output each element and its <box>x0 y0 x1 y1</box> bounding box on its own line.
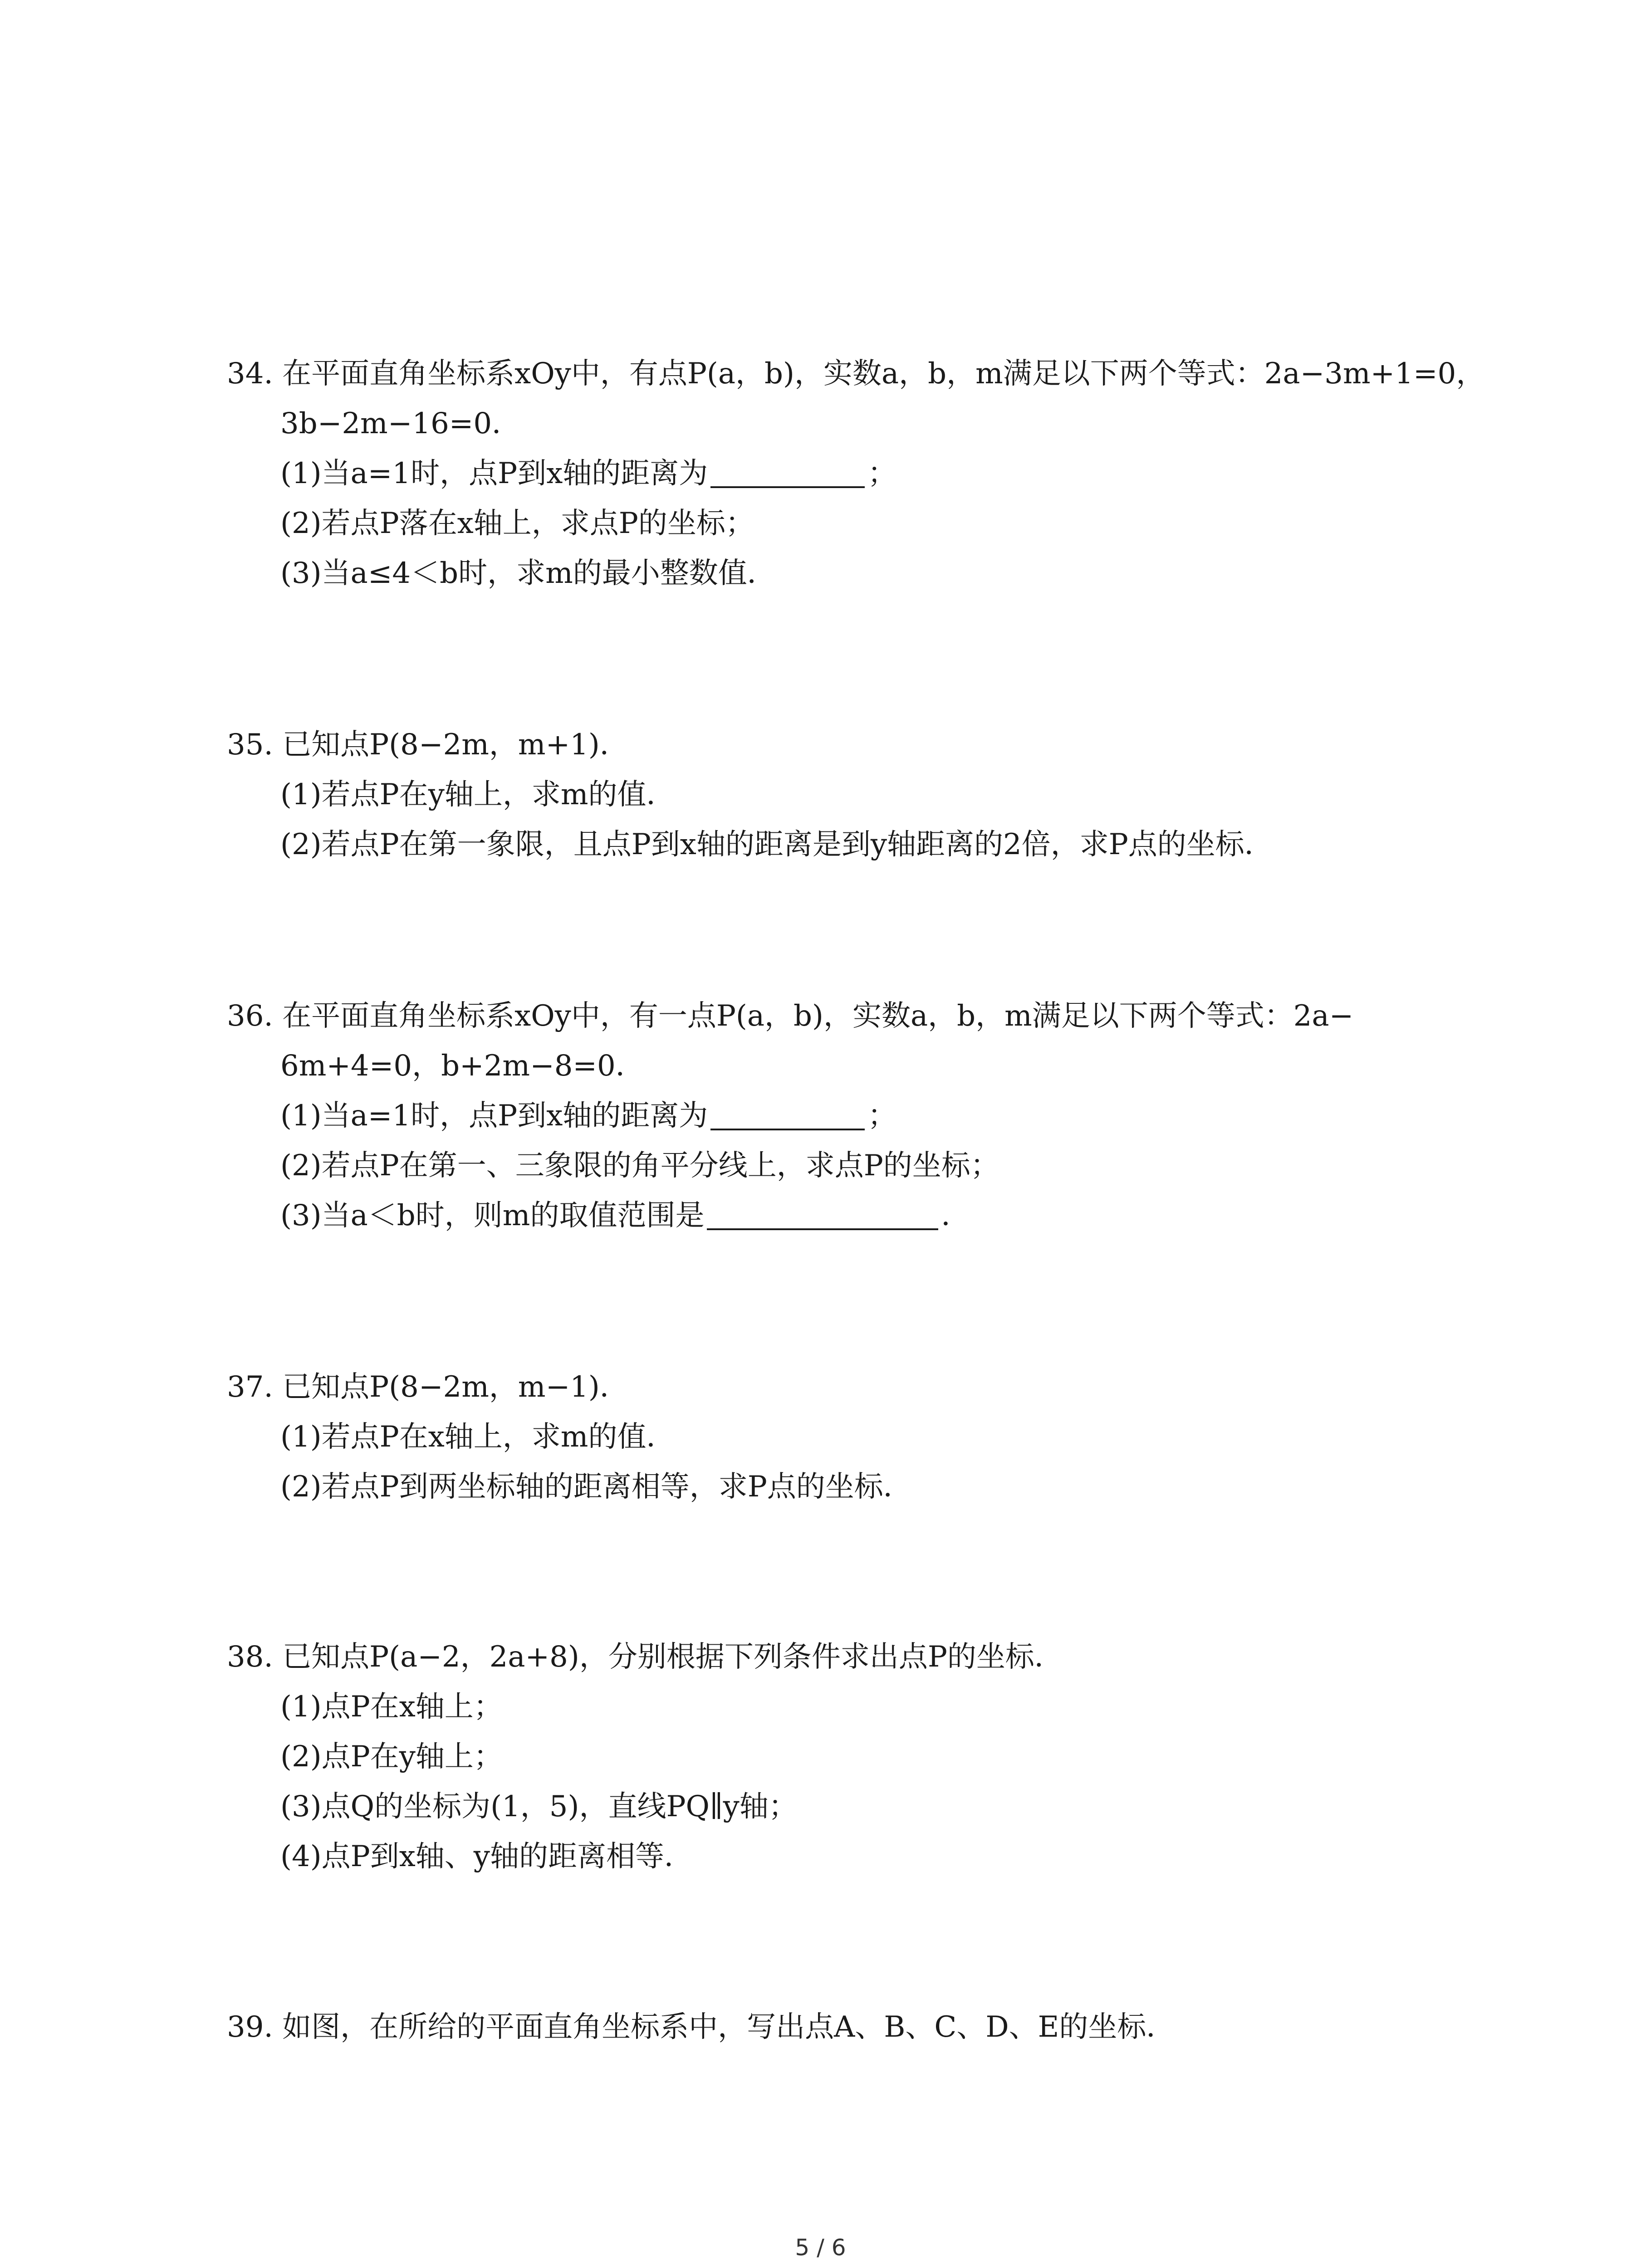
problem-35 <box>227 730 1452 859</box>
problem-text: 在平面直角坐标系xOy中，有一点P(a，b)，实数a，b，m满足以下两个等式：2a− <box>282 999 1354 1033</box>
problem-36-part-2: (2)若点P在第一、三象限的角平分线上，求点P的坐标； <box>280 1149 999 1183</box>
problem-38-part-4: (4)点P到x轴、y轴的距离相等． <box>280 1840 693 1873</box>
problem-number: 39. <box>227 2010 273 2044</box>
problem-38 <box>227 1642 1452 1871</box>
problem-39 <box>227 2010 1452 2044</box>
answer-blank[interactable] <box>710 460 865 488</box>
problem-text: 如图，在所给的平面直角坐标系中，写出点A、B、C、D、E的坐标． <box>282 2010 1176 2044</box>
problem-35-part-2: (2)若点P在第一象限，且点P到x轴的距离是到y轴距离的2倍，求P点的坐标． <box>280 828 1274 861</box>
problem-38-part-3: (3)点Q的坐标为(1，5)，直线PQ∥y轴； <box>280 1790 798 1823</box>
problem-37 <box>227 1370 1452 1504</box>
problem-34-part-3: (3)当a≤4＜b时，求m的最小整数值． <box>280 557 776 590</box>
problem-34 <box>227 357 1485 590</box>
problem-number: 35. <box>227 728 273 762</box>
problem-36-stem-line-1 <box>227 999 1452 1033</box>
problem-37-stem-line-1 <box>227 1370 1452 1404</box>
problem-number: 38. <box>227 1640 273 1674</box>
problem-36-stem-line-2: 6m+4=0，b+2m−8=0． <box>280 1049 645 1083</box>
problem-36-part-1: (1)当a=1时，点P到x轴的距离为 ； <box>280 1099 897 1133</box>
problem-text: 已知点P(8−2m，m−1)． <box>282 1370 629 1404</box>
problem-34-part-1: (1)当a=1时，点P到x轴的距离为 ； <box>280 457 897 490</box>
problem-number: 36. <box>227 999 273 1033</box>
page-number: 5 / 6 <box>795 2234 846 2261</box>
problem-38-part-1: (1)点P在x轴上； <box>280 1690 503 1724</box>
problem-36 <box>227 999 1452 1232</box>
problem-37-part-2: (2)若点P到两坐标轴的距离相等，求P点的坐标． <box>280 1470 912 1504</box>
answer-blank[interactable] <box>707 1202 938 1230</box>
problem-number: 37. <box>227 1370 273 1404</box>
problem-number: 34. <box>227 357 273 391</box>
problem-38-stem-line-1 <box>227 1642 1452 1672</box>
problem-34-part-2: (2)若点P落在x轴上，求点P的坐标； <box>280 507 754 540</box>
problem-35-stem-line-1 <box>227 728 1452 762</box>
problem-36-part-3: (3)当a＜b时，则m的取值范围是 ． <box>280 1199 970 1232</box>
problem-37-part-1: (1)若点P在x轴上，求m的值． <box>280 1420 676 1454</box>
problem-34-stem-line-1 <box>227 357 1485 391</box>
problem-text: 已知点P(a−2，2a+8)，分别根据下列条件求出点P的坐标． <box>282 1640 1063 1674</box>
problem-34-stem-line-2: 3b−2m−16=0． <box>280 407 521 440</box>
problem-35-part-1: (1)若点P在y轴上，求m的值． <box>280 778 676 811</box>
problem-text: 已知点P(8−2m，m+1)． <box>282 728 629 762</box>
problem-text: 在平面直角坐标系xOy中，有点P(a，b)，实数a，b，m满足以下两个等式：2a−3m+1=0， <box>282 357 1485 391</box>
answer-blank[interactable] <box>710 1102 865 1130</box>
problem-39-stem-line-1 <box>227 2010 1452 2044</box>
problem-38-part-2: (2)点P在y轴上； <box>280 1740 503 1774</box>
